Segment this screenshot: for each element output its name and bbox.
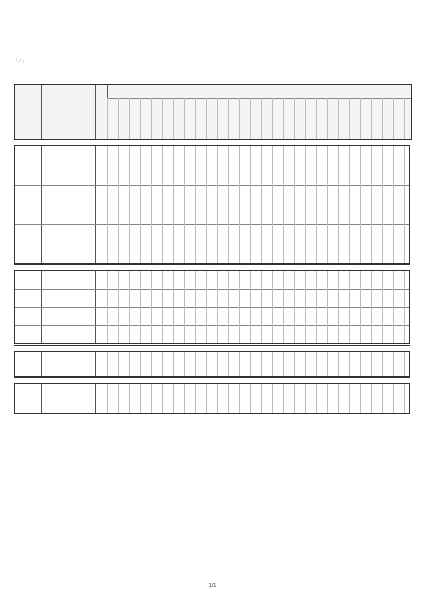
vote-cells	[107, 271, 409, 343]
column-divider	[41, 85, 42, 139]
section-body	[14, 146, 410, 264]
column-divider	[41, 384, 42, 413]
section-body	[14, 384, 410, 414]
column-divider	[95, 352, 96, 376]
column-divider	[95, 85, 96, 139]
section-header	[14, 264, 410, 271]
section-header	[14, 345, 410, 352]
column-divider	[95, 146, 96, 263]
vote-cells	[107, 352, 409, 376]
section-body	[14, 271, 410, 344]
table-header	[14, 84, 412, 140]
legend-slash: 「／」	[14, 58, 27, 63]
column-divider	[41, 146, 42, 263]
vote-cells	[107, 384, 409, 413]
page-number: 1/1	[208, 584, 217, 589]
section-header	[14, 139, 410, 146]
section-header	[14, 377, 410, 384]
column-divider	[41, 352, 42, 376]
member-columns	[107, 98, 411, 139]
legend-note	[14, 58, 27, 64]
section-body	[14, 352, 410, 377]
vote-cells	[107, 146, 409, 263]
column-divider	[95, 384, 96, 413]
